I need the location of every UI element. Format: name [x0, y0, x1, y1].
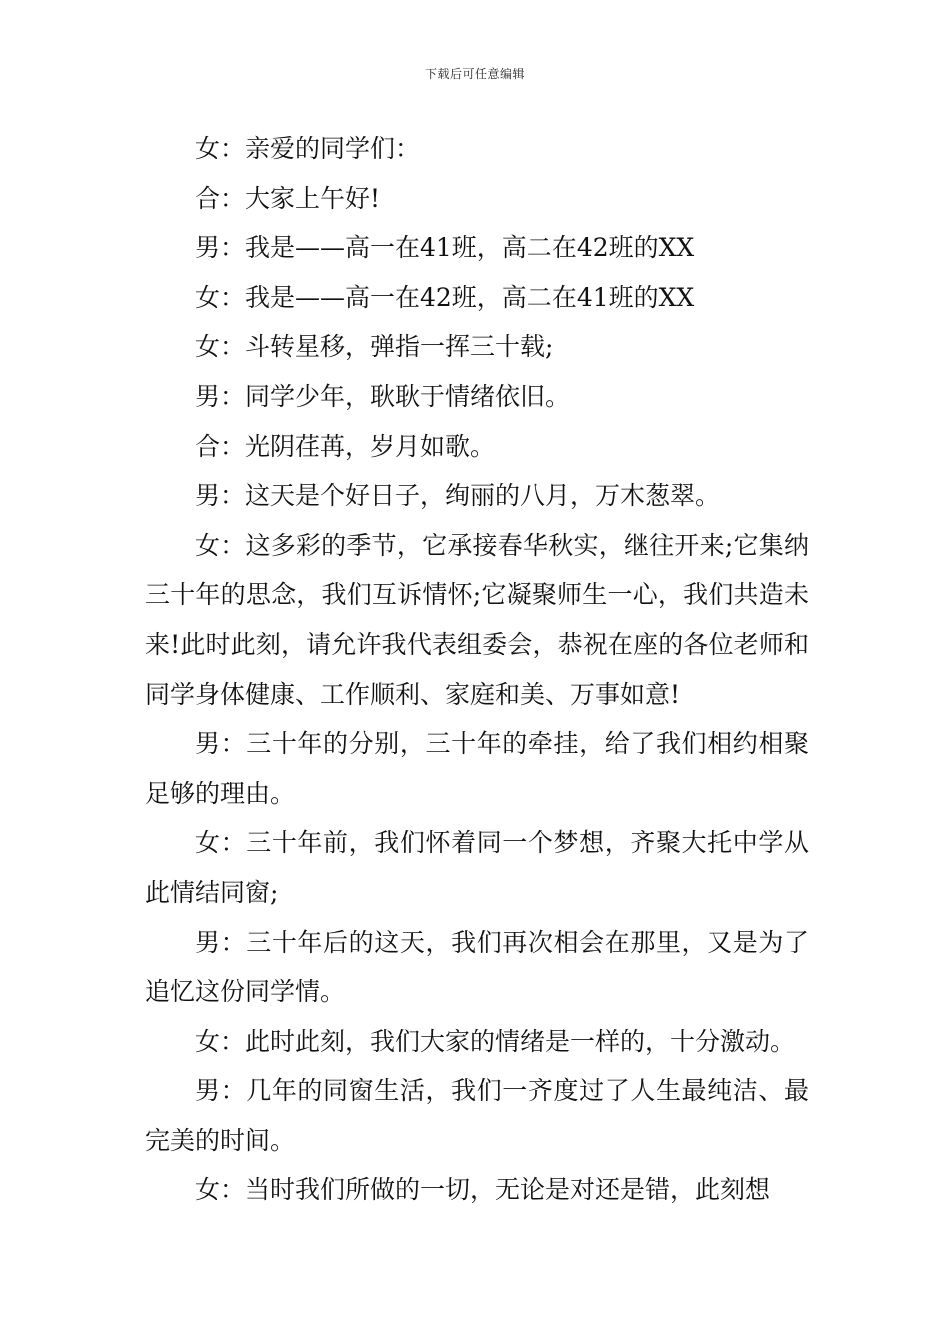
paragraph: 女：此时此刻，我们大家的情绪是一样的，十分激动。	[195, 1026, 796, 1056]
paragraph: 男：三十年后的这天，我们再次相会在那里，又是为了追忆这份同学情。	[145, 927, 809, 1007]
paragraph: 男：同学少年，耿耿于情绪依旧。	[195, 381, 571, 411]
paragraph: 男：这天是个好日子，绚丽的八月，万木葱翠。	[195, 481, 721, 511]
paragraph: 男：我是——高一在41班，高二在42班的XX	[195, 233, 695, 263]
page-header: 下载后可任意编辑	[424, 67, 525, 81]
paragraph: 女：斗转星移，弹指一挥三十载;	[195, 332, 554, 362]
paragraph: 女：我是——高一在42班，高二在41班的XX	[195, 282, 695, 312]
paragraph: 男：三十年的分别，三十年的牵挂，给了我们相约相聚足够的理由。	[145, 729, 809, 808]
paragraph: 女：亲爱的同学们：	[195, 134, 421, 163]
paragraph: 合：光阴荏苒，岁月如歌。	[195, 431, 496, 461]
paragraph: 女：这多彩的季节，它承接春华秋实，继往开来;它集纳三十年的思念，我们互诉情怀;它凝聚师生一心，我们共造未来!此时此刻，请允许我代表组委会，恭祝在座的各位老师和同学身体健康、工作顺利、家庭和美、万事如意!	[145, 530, 809, 709]
document-body	[145, 124, 809, 1215]
paragraph: 合：大家上午好!	[195, 183, 381, 213]
paragraph: 女：当时我们所做的一切，无论是对还是错，此刻想	[195, 1175, 771, 1205]
paragraph: 男：几年的同窗生活，我们一齐度过了人生最纯洁、最完美的时间。	[145, 1076, 809, 1155]
paragraph: 女：三十年前，我们怀着同一个梦想，齐聚大托中学从此情结同窗;	[145, 828, 809, 907]
